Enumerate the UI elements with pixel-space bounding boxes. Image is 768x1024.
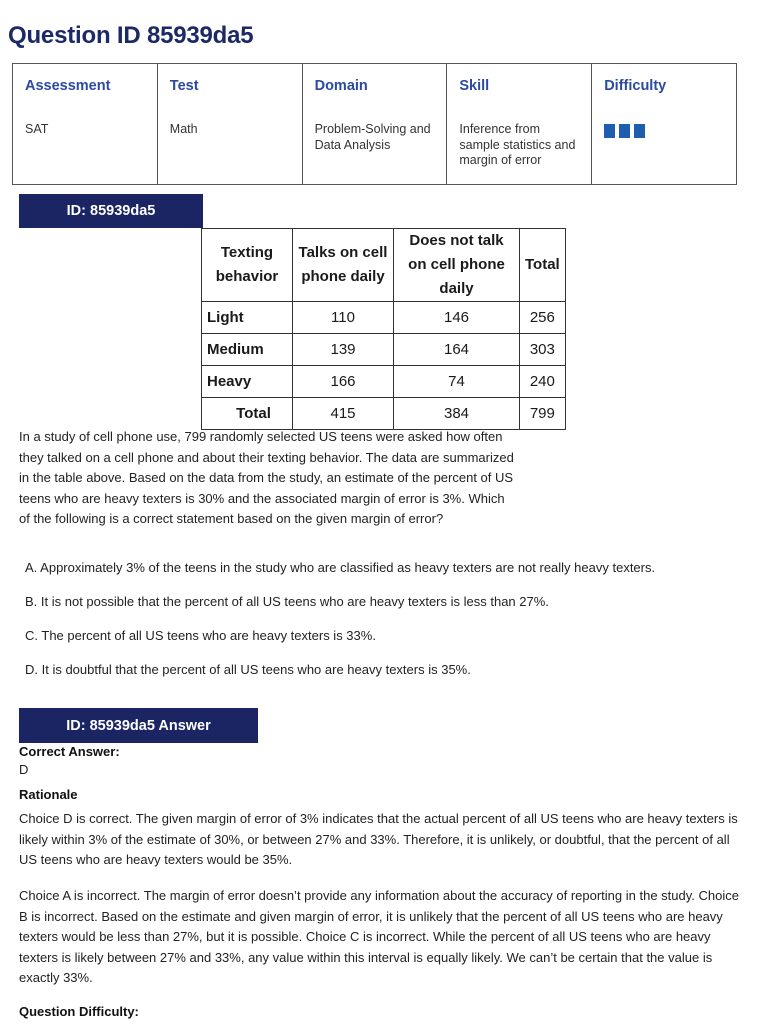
meta-header: Skill [459,78,490,94]
table-cell: 74 [394,366,520,398]
table-row [202,334,566,366]
meta-test [157,64,302,185]
meta-assessment [13,64,158,185]
correct-answer-label: Correct Answer: [19,744,120,759]
answer-id-banner: ID: 85939da5 Answer [19,708,258,743]
question-difficulty-label: Question Difficulty: [19,1004,139,1019]
page-title: Question ID 85939da5 [8,22,254,49]
meta-difficulty [592,64,737,185]
meta-value: Math [169,122,198,136]
choice-d: D. It is doubtful that the percent of all US teens who are heavy texters is 35%. [25,662,471,677]
table-cell: 240 [520,366,566,398]
correct-answer-value: D [19,762,29,777]
choice-c: C. The percent of all US teens who are heavy texters is 33%. [25,628,376,643]
table-cell: 799 [520,398,566,430]
row-label: Light [202,302,293,334]
table-cell: 384 [394,398,520,430]
table-header-row [202,229,566,302]
table-row [202,366,566,398]
row-label: Total [202,398,293,430]
meta-value: Problem-Solving and Data Analysis [314,122,431,152]
meta-domain [302,64,447,185]
table-header: Does not talk on cell phone daily [394,229,520,302]
meta-header: Assessment [25,78,111,94]
rationale-paragraph: Choice D is correct. The given margin of error of 3% indicates that the actual percent of all US teens who are heavy texters is likely within 3% of the estimate of 30%, or between 27% and 33%. Therefore, it is unlikely, or doubtful, that the percent of all US teens who are heavy texters would be 35%. [19,811,738,867]
meta-header: Test [169,78,199,94]
table-cell: 164 [394,334,520,366]
choice-b: B. It is not possible that the percent of all US teens who are heavy texters is less than 27%. [25,594,549,609]
table-row [202,302,566,334]
table-cell: 139 [293,334,394,366]
difficulty-bar [634,124,645,138]
meta-header: Domain [314,78,368,94]
table-header: Texting behavior [202,229,293,302]
meta-value: SAT [25,122,49,136]
difficulty-bar [604,124,615,138]
table-cell: 166 [293,366,394,398]
table-cell: 303 [520,334,566,366]
table-header: Total [520,229,566,302]
difficulty-indicator [604,124,724,138]
meta-value: Inference from sample statistics and margin of error [459,122,576,167]
meta-skill [447,64,592,185]
row-label: Heavy [202,366,293,398]
difficulty-bar [619,124,630,138]
table-cell: 110 [293,302,394,334]
row-label: Medium [202,334,293,366]
table-header: Talks on cell phone daily [293,229,394,302]
rationale-label: Rationale [19,787,78,802]
table-cell: 146 [394,302,520,334]
table-total-row [202,398,566,430]
table-cell: 415 [293,398,394,430]
meta-header: Difficulty [604,78,667,94]
texting-data-table [201,228,566,430]
question-meta-table [12,63,737,185]
question-id-banner: ID: 85939da5 [19,194,203,228]
question-text: In a study of cell phone use, 799 randomly selected US teens were asked how often they talked on a cell phone and about their texting behavior. The data are summarized in the table above. Based on the data from the study, an estimate of the percent of US teens who are heavy texters is 30% and the associated margin of error is 3%. Which of the following is a correct statement based on the given margin of error? [19,429,514,526]
table-cell: 256 [520,302,566,334]
choice-a: A. Approximately 3% of the teens in the study who are classified as heavy texters are not really heavy texters. [25,560,656,575]
rationale-paragraph: Choice A is incorrect. The margin of error doesn’t provide any information about the accuracy of reporting in the study. Choice B is incorrect. Based on the estimate and given margin of error, it is unlikely that the percent of all US teens who are heavy texters would be less than 27%, but it is possible. Choice C is incorrect. While the percent of all US teens who are heavy texters is likely between 27% and 33%, any value within this interval is equally likely. We can’t be certain that the value is exactly 33%. [19,888,739,985]
